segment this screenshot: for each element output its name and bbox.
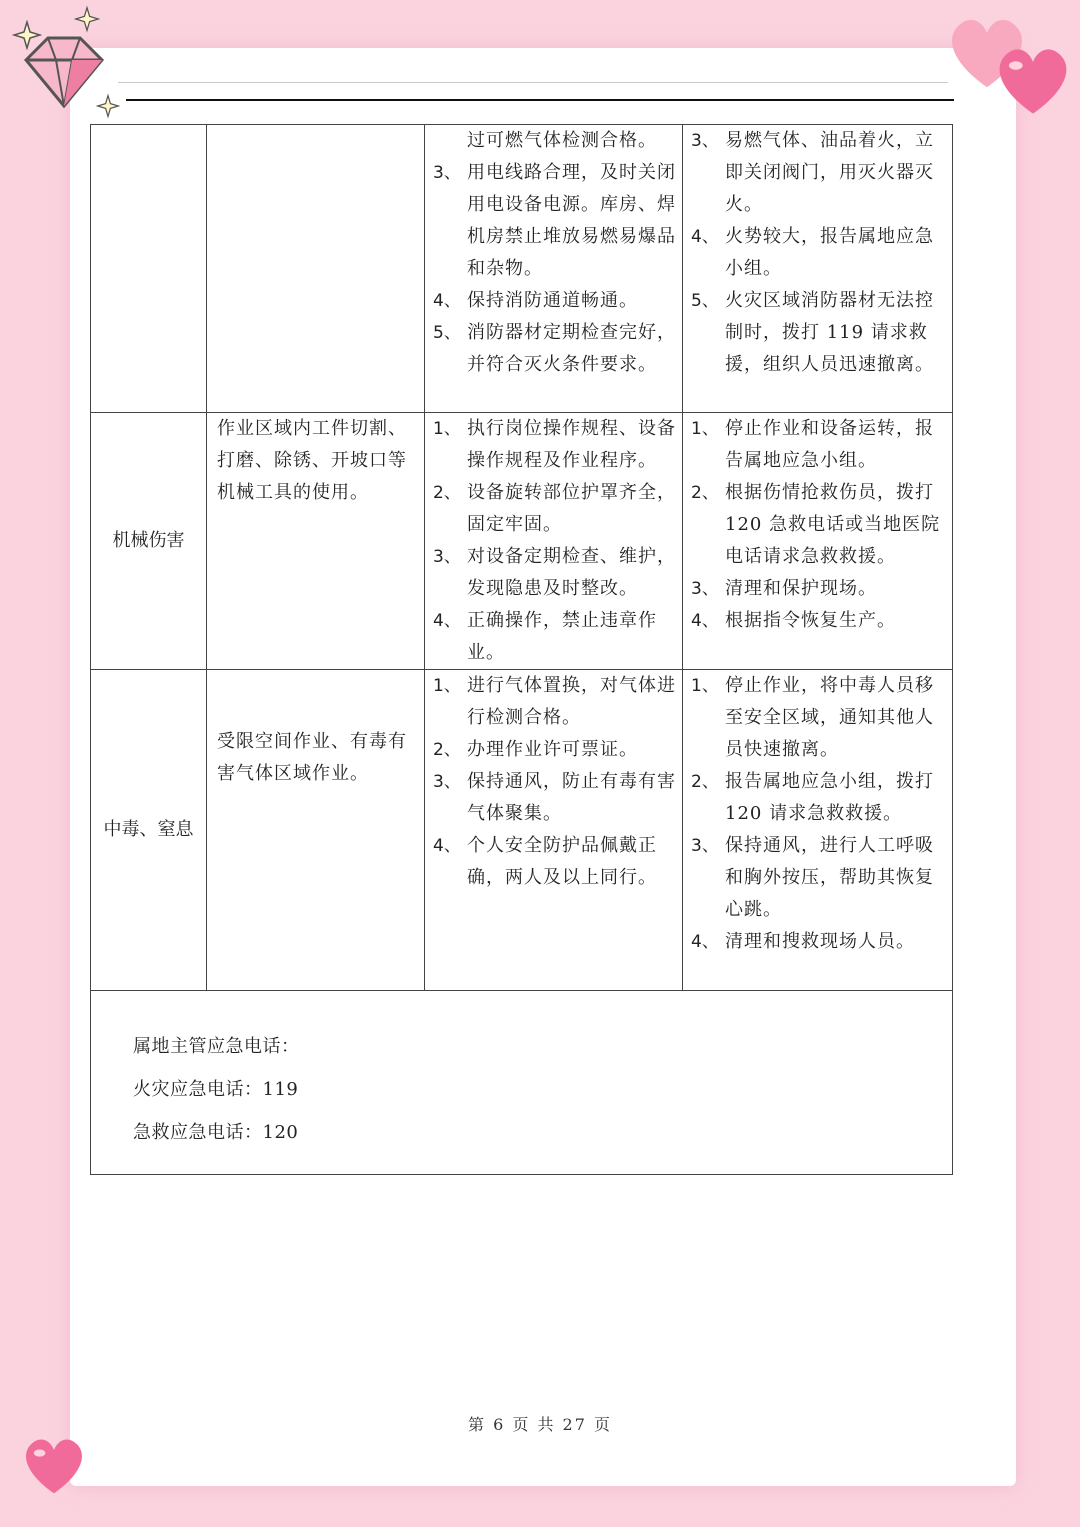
list-item: 1、 进行气体置换，对气体进行检测合格。 xyxy=(433,675,676,728)
situation-cell xyxy=(207,125,425,413)
list-item: 1、 停止作业，将中毒人员移至安全区域，通知其他人员快速撤离。 xyxy=(691,675,934,760)
table-row xyxy=(91,413,953,670)
prevention-cell xyxy=(425,125,683,413)
hazard-cell: 机械伤害 xyxy=(91,413,207,670)
list-item: 1、 执行岗位操作规程、设备操作规程及作业程序。 xyxy=(433,418,676,471)
header-rule-thin xyxy=(118,82,948,83)
prevention-cell xyxy=(425,670,683,991)
list-item: 2、 根据伤情抢救伤员，拨打 120 急救电话或当地医院电话请求急救救援。 xyxy=(691,482,941,567)
supervisor-phone: 属地主管应急电话： xyxy=(133,1036,300,1057)
list-item: 4、 清理和搜救现场人员。 xyxy=(691,931,915,952)
list-item: 3、 保持通风，防止有毒有害气体聚集。 xyxy=(433,771,676,824)
list-item: 2、 设备旋转部位护罩齐全，固定牢固。 xyxy=(433,482,676,535)
prevention-continuation: 过可燃气体检测合格。 xyxy=(467,130,657,151)
list-item: 3、 清理和保护现场。 xyxy=(691,578,877,599)
hazard-cell: 中毒、窒息 xyxy=(91,670,207,991)
situation-cell xyxy=(207,670,425,991)
situation-cell: 作业区域内工件切割、打磨、除锈、开坡口等机械工具的使用。 xyxy=(207,413,425,670)
list-item: 4、 火势较大，报告属地应急小组。 xyxy=(691,226,934,279)
list-item: 5、 火灾区域消防器材无法控制时，拨打 119 请求救援，组织人员迅速撤离。 xyxy=(691,290,934,375)
sparkle-icon xyxy=(12,20,42,50)
list-item: 2、 报告属地应急小组，拨打 120 请求急救救援。 xyxy=(691,771,934,824)
list-item: 3、 保持通风，进行人工呼吸和胸外按压，帮助其恢复心跳。 xyxy=(691,835,934,920)
heart-icon xyxy=(18,1430,90,1502)
list-item: 3、 易燃气体、油品着火，立即关闭阀门，用灭火器灭火。 xyxy=(691,130,934,215)
list-item: 1、 停止作业和设备运转，报告属地应急小组。 xyxy=(691,418,934,471)
response-cell xyxy=(683,125,953,413)
list-item: 4、 个人安全防护品佩戴正确，两人及以上同行。 xyxy=(433,835,657,888)
situation-text: 受限空间作业、有毒有害气体区域作业。 xyxy=(217,731,407,784)
page-number: 第 6 页 共 27 页 xyxy=(468,1415,612,1434)
hazard-cell xyxy=(91,125,207,413)
table-row xyxy=(91,670,953,991)
prevention-cell xyxy=(425,413,683,670)
list-item: 3、 对设备定期检查、维护，发现隐患及时整改。 xyxy=(433,546,676,599)
list-item: 2、 办理作业许可票证。 xyxy=(433,739,638,760)
first-aid-phone: 急救应急电话：120 xyxy=(133,1122,299,1143)
header-rule-thick xyxy=(126,99,954,101)
response-cell xyxy=(683,413,953,670)
sparkle-icon xyxy=(96,92,120,120)
emergency-phones-cell xyxy=(91,991,953,1175)
list-item: 3、 用电线路合理，及时关闭用电设备电源。库房、焊机房禁止堆放易燃易爆品和杂物。 xyxy=(433,162,676,279)
list-item: 4、 根据指令恢复生产。 xyxy=(691,610,896,631)
sparkle-icon xyxy=(74,4,100,34)
fire-phone: 火灾应急电话：119 xyxy=(133,1079,299,1100)
list-item: 4、 保持消防通道畅通。 xyxy=(433,290,638,311)
heart-icon xyxy=(990,38,1076,124)
table-row xyxy=(91,991,953,1175)
list-item: 5、 消防器材定期检查完好，并符合灭火条件要求。 xyxy=(433,322,676,375)
response-cell xyxy=(683,670,953,991)
hazard-table xyxy=(90,124,953,1175)
table-row xyxy=(91,125,953,413)
list-item: 4、 正确操作，禁止违章作业。 xyxy=(433,610,657,663)
